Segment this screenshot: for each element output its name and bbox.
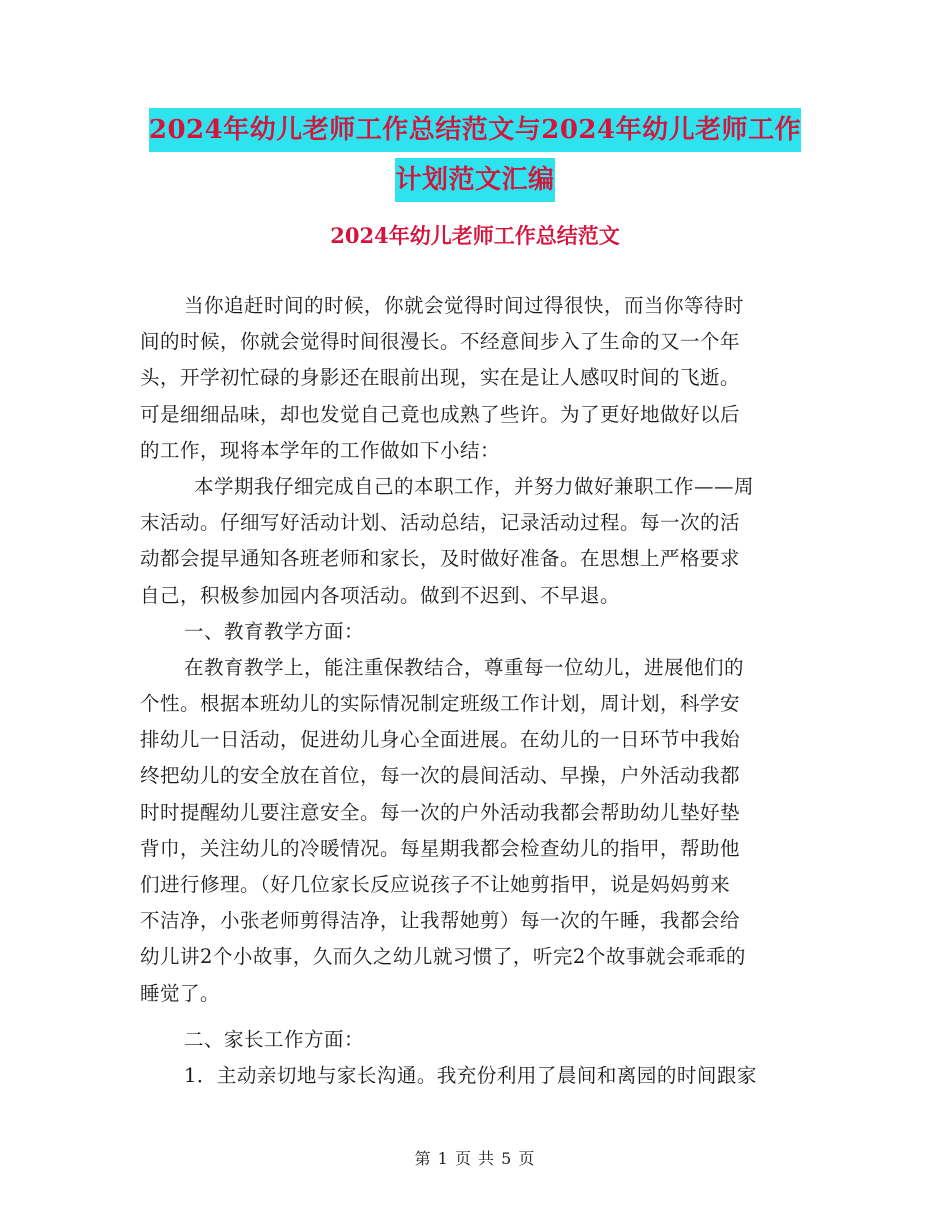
paragraph-line: 个性。根据本班幼儿的实际情况制定班级工作计划，周计划，科学安: [140, 692, 741, 716]
paragraph-line: 末活动。仔细写好活动计划、活动总结，记录活动过程。每一次的活: [140, 511, 741, 535]
paragraph-line: 的工作，现将本学年的工作做如下小结：: [140, 438, 501, 462]
paragraph-line: 排幼儿一日活动，促进幼儿身心全面进展。在幼儿的一日环节中我始: [140, 728, 741, 752]
page-footer: 第 1 页 共 5 页: [414, 1149, 536, 1168]
title-line-1: 2024年幼儿老师工作总结范文与2024年幼儿老师工作: [149, 108, 801, 152]
paragraph-line: 在教育教学上，能注重保教结合，尊重每一位幼儿，进展他们的: [184, 655, 745, 679]
paragraph-line: 间的时候，你就会觉得时间很漫长。不经意间步入了生命的又一个年: [140, 330, 741, 354]
section-heading: 一、教育教学方面：: [184, 619, 365, 643]
paragraph-line: 自己，积极参加园内各项活动。做到不迟到、不早退。: [140, 583, 621, 607]
paragraph-line: 们进行修理。（好几位家长反应说孩子不让她剪指甲，说是妈妈剪来: [140, 873, 731, 896]
paragraph-line: 本学期我仔细完成自己的本职工作，并努力做好兼职工作——周: [194, 474, 755, 498]
paragraph-line: 头，开学初忙碌的身影还在眼前出现，实在是让人感叹时间的飞逝。: [140, 366, 741, 390]
paragraph-line: 当你追赶时间的时候，你就会觉得时间过得很快，而当你等待时: [184, 294, 745, 317]
document-title: [0, 108, 950, 202]
section-title: 2024年幼儿老师工作总结范文: [330, 223, 620, 248]
paragraph-line: 不洁净，小张老师剪得洁净，让我帮她剪）每一次的午睡，我都会给: [140, 909, 741, 933]
title-line-2: 计划范文汇编: [395, 158, 554, 202]
paragraph-line: 睡觉了。: [140, 981, 221, 1005]
paragraph-line: 终把幼儿的安全放在首位，每一次的晨间活动、早操，户外活动我都: [140, 764, 741, 788]
section-heading: 二、家长工作方面：: [184, 1027, 365, 1051]
paragraph-line: 动都会提早通知各班老师和家长，及时做好准备。在思想上严格要求: [140, 547, 741, 571]
paragraph-line: 可是细细品味，却也发觉自己竟也成熟了些许。为了更好地做好以后: [140, 402, 741, 426]
paragraph-line: 1．主动亲切地与家长沟通。我充份利用了晨间和离园的时间跟家: [184, 1063, 757, 1087]
paragraph-line: 时时提醒幼儿要注意安全。每一次的户外活动我都会帮助幼儿垫好垫: [140, 800, 741, 824]
paragraph-line: 幼儿讲2个小故事，久而久之幼儿就习惯了，听完2个故事就会乖乖的: [140, 945, 746, 969]
document-body: [140, 288, 820, 1094]
paragraph-line: 背巾，关注幼儿的冷暖情况。每星期我都会检查幼儿的指甲，帮助他: [140, 836, 741, 860]
